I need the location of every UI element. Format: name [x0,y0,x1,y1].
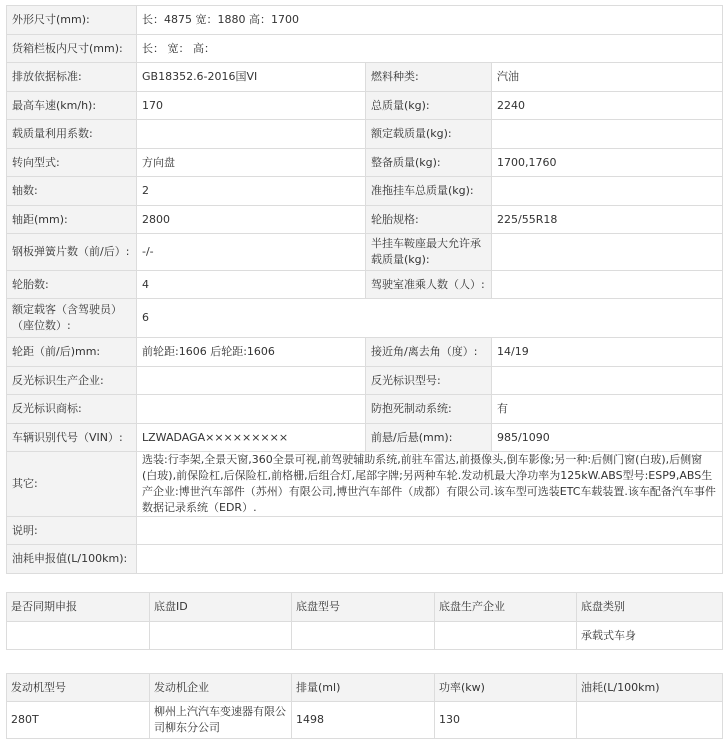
spec-label: 轮距（前/后)mm: [7,338,137,367]
spec-label: 其它: [7,452,137,517]
spec-label: 总质量(kg): [366,92,492,120]
spec-value: 225/55R18 [492,206,723,234]
spec-value: 6 [137,299,723,338]
chassis-cell [7,622,150,650]
spec-label: 排放依据标准: [7,63,137,92]
spec-label: 油耗申报值(L/100km): [7,545,137,574]
spec-label: 车辆识别代号（VIN）: [7,424,137,452]
spec-row [7,299,723,338]
spec-label: 钢板弹簧片数（前/后）: [7,234,137,271]
engine-header-cell: 排量(ml) [292,674,435,702]
spec-value: 汽油 [492,63,723,92]
spec-row [7,271,723,299]
spec-value: 方向盘 [137,149,366,177]
spec-value: LZWADAGA××××××××× [137,424,366,452]
spec-value: 2 [137,177,366,206]
spec-label: 整备质量(kg): [366,149,492,177]
engine-data-row [7,702,723,739]
chassis-cell [150,622,292,650]
engine-table [6,673,723,739]
spec-label: 轮胎规格: [366,206,492,234]
spec-row [7,177,723,206]
spec-value [492,234,723,271]
spec-value [137,120,366,149]
engine-header-cell: 发动机企业 [150,674,292,702]
spec-label: 货箱栏板内尺寸(mm): [7,35,137,63]
engine-header-row [7,674,723,702]
engine-cell: 1498 [292,702,435,739]
spec-label: 轴数: [7,177,137,206]
chassis-cell: 承载式车身 [577,622,723,650]
spec-row [7,92,723,120]
engine-header-cell: 功率(kw) [435,674,577,702]
spec-label: 半挂车鞍座最大允许承载质量(kg): [366,234,492,271]
spec-label: 转向型式: [7,149,137,177]
spec-row [7,120,723,149]
spec-label: 轴距(mm): [7,206,137,234]
chassis-table [6,592,723,650]
spec-label: 额定载客（含驾驶员）（座位数）: [7,299,137,338]
spec-value: 选装:行李架,全景天窗,360全景可视,前驾驶辅助系统,前驻车雷达,前摄像头,倒车影像;另一种:后侧门窗(白玻),后侧窗(白玻),前保险杠,后保险杠,前格栅,后组合灯,尾部字牌;另两种车轮.发动机最大净功率为125kW.ABS型号:ESP9,ABS生产企业:博世汽车部件（苏州）有限公司,博世汽车部件（成都）有限公司.该车型可选装ETC车载装置.该车配备汽车事件数据记录系统（EDR）. [137,452,723,517]
spec-label: 燃料种类: [366,63,492,92]
spec-label: 外形尺寸(mm): [7,6,137,35]
spec-label: 反光标识商标: [7,395,137,424]
spec-row [7,517,723,545]
spec-value: 4 [137,271,366,299]
spec-value: 1700,1760 [492,149,723,177]
spec-row [7,424,723,452]
spec-label: 前悬/后悬(mm): [366,424,492,452]
engine-cell [577,702,723,739]
spec-row [7,206,723,234]
spec-label: 轮胎数: [7,271,137,299]
spec-row [7,395,723,424]
spec-label: 接近角/离去角（度）: [366,338,492,367]
spec-label: 驾驶室准乘人数（人）: [366,271,492,299]
chassis-cell [292,622,435,650]
engine-cell: 柳州上汽汽车变速器有限公司柳东分公司 [150,702,292,739]
spec-value: 985/1090 [492,424,723,452]
engine-cell: 280T [7,702,150,739]
engine-header-cell: 发动机型号 [7,674,150,702]
spec-label: 最高车速(km/h): [7,92,137,120]
spec-value [137,545,723,574]
spec-table [6,5,723,574]
spec-label: 载质量利用系数: [7,120,137,149]
chassis-header-cell: 底盘型号 [292,593,435,622]
spec-value: 长： 宽： 高： [137,35,723,63]
spec-value: 14/19 [492,338,723,367]
chassis-header-cell: 底盘类别 [577,593,723,622]
spec-row [7,6,723,35]
spec-value: 长：4875 宽：1880 高：1700 [137,6,723,35]
spec-row [7,63,723,92]
spec-value [492,271,723,299]
spec-row [7,452,723,517]
spec-label: 反光标识生产企业: [7,367,137,395]
engine-header-cell: 油耗(L/100km) [577,674,723,702]
engine-cell: 130 [435,702,577,739]
spec-value: 2240 [492,92,723,120]
spec-row [7,338,723,367]
spec-value: -/- [137,234,366,271]
spec-value: GB18352.6-2016国VI [137,63,366,92]
spec-label: 说明: [7,517,137,545]
spec-value: 有 [492,395,723,424]
spec-value [492,367,723,395]
spec-label: 反光标识型号: [366,367,492,395]
spec-label: 额定载质量(kg): [366,120,492,149]
spec-row [7,545,723,574]
spec-row [7,234,723,271]
spec-value [137,395,366,424]
chassis-data-row [7,622,723,650]
chassis-header-row [7,593,723,622]
spec-value [492,120,723,149]
spec-label: 准拖挂车总质量(kg): [366,177,492,206]
spec-value: 2800 [137,206,366,234]
spec-row [7,35,723,63]
spec-value [137,517,723,545]
chassis-header-cell: 是否同期申报 [7,593,150,622]
spec-row [7,367,723,395]
chassis-cell [435,622,577,650]
chassis-header-cell: 底盘生产企业 [435,593,577,622]
spec-row [7,149,723,177]
spec-value [137,367,366,395]
spec-label: 防抱死制动系统: [366,395,492,424]
spec-value: 170 [137,92,366,120]
chassis-header-cell: 底盘ID [150,593,292,622]
spec-value: 前轮距:1606 后轮距:1606 [137,338,366,367]
spec-value [492,177,723,206]
